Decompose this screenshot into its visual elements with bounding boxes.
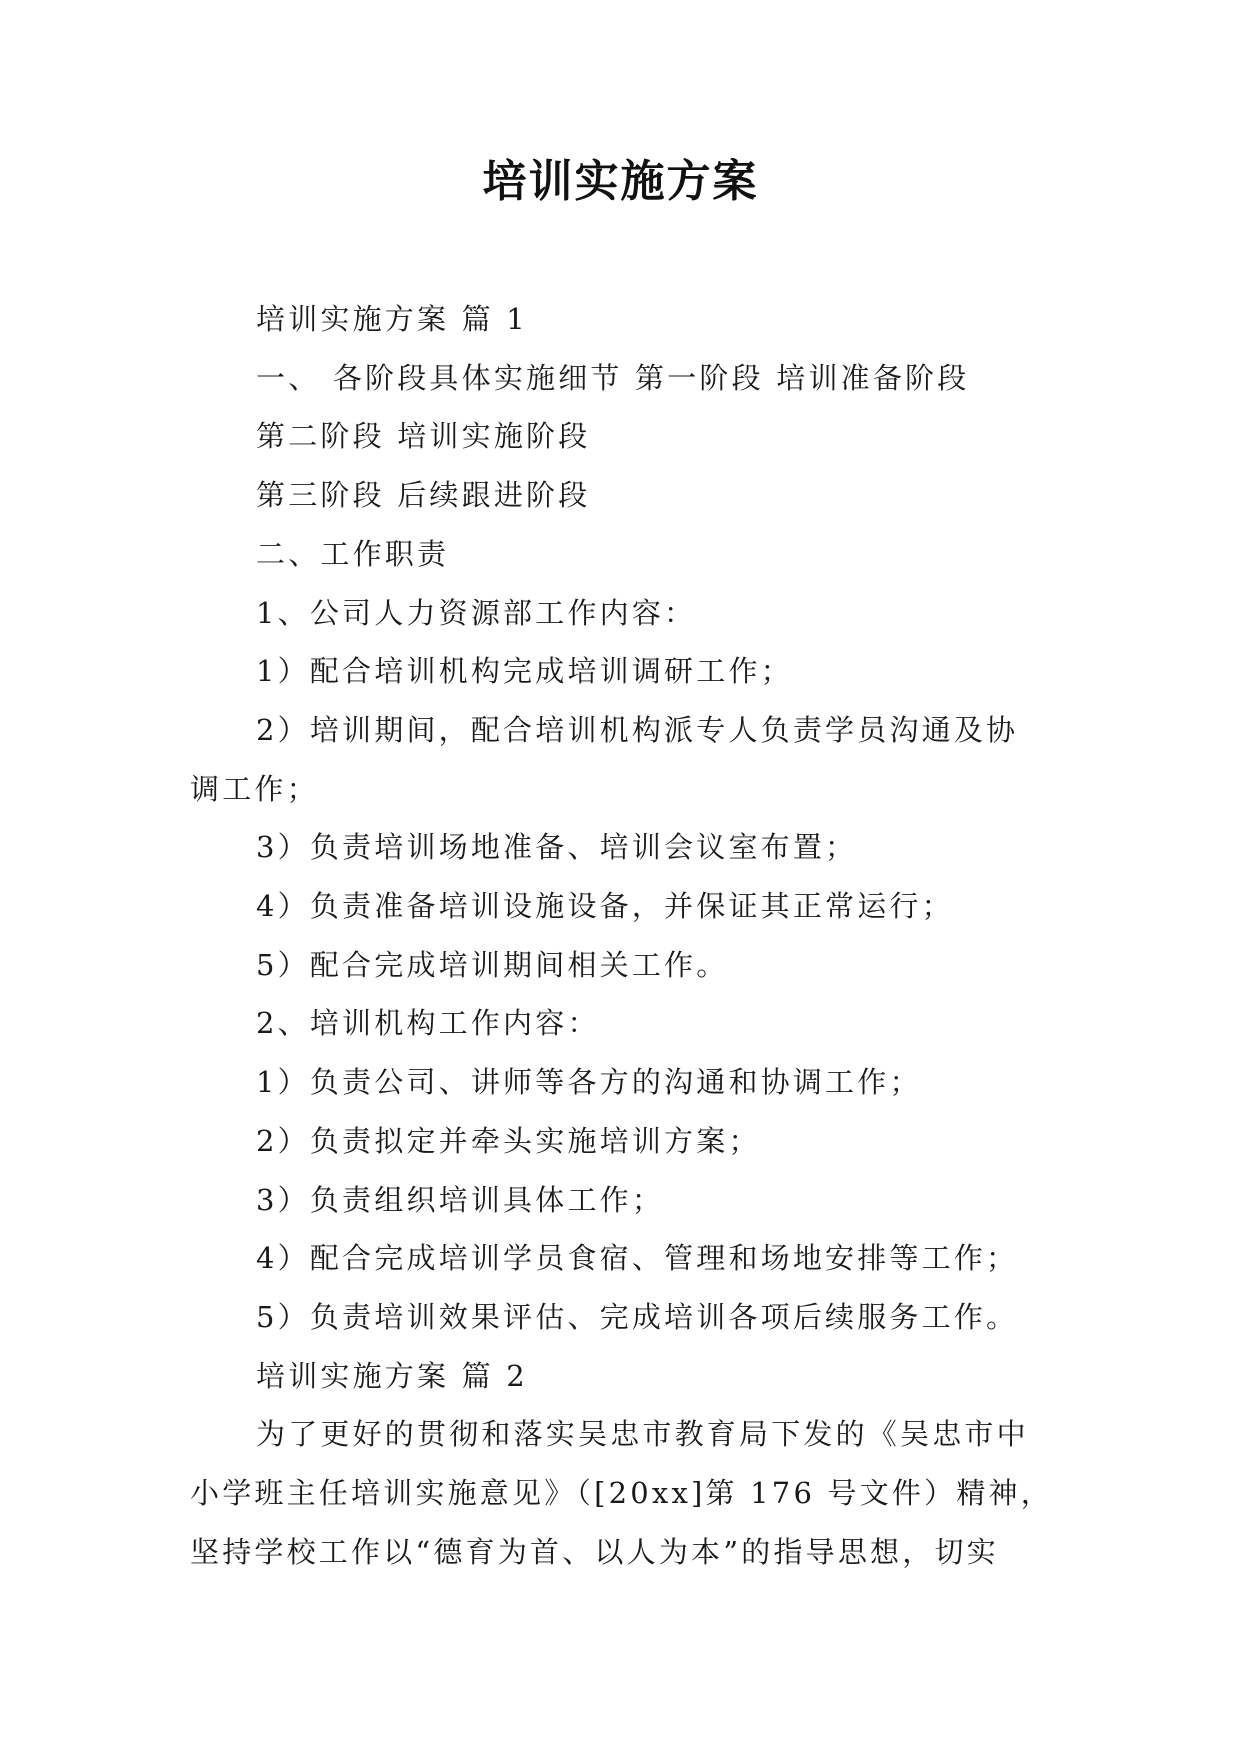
- list-item: 1）负责公司、讲师等各方的沟通和协调工作；: [256, 1065, 922, 1100]
- list-item: 1）配合培训机构完成培训调研工作；: [256, 654, 793, 689]
- paragraph-line: 坚持学校工作以“德育为首、以人为本”的指导思想，切实: [190, 1534, 999, 1569]
- document-title: 培训实施方案: [482, 156, 759, 207]
- paragraph-line: 二、工作职责: [256, 536, 450, 571]
- document-body: [190, 290, 1060, 1581]
- list-item: 4）负责准备培训设施设备，并保证其正常运行；: [256, 889, 954, 924]
- list-item: 2）负责拟定并牵头实施培训方案；: [256, 1123, 761, 1158]
- paragraph-line: 第三阶段 后续跟进阶段: [256, 478, 591, 513]
- paragraph-line: 2、培训机构工作内容：: [256, 1006, 600, 1041]
- list-item: 3）负责组织培训具体工作；: [256, 1182, 665, 1217]
- paragraph-line: 为了更好的贯彻和落实吴忠市教育局下发的《吴忠市中: [256, 1417, 1029, 1452]
- list-item: 5）配合完成培训期间相关工作。: [256, 947, 729, 982]
- paragraph-line: 小学班主任培训实施意见》（[20xx]第 176 号文件）精神，: [190, 1476, 1053, 1511]
- list-item-continuation: 调工作；: [190, 771, 319, 806]
- list-item: 2）培训期间，配合培训机构派专人负责学员沟通及协: [256, 712, 1019, 747]
- section-heading-part-1: 培训实施方案 篇 1: [256, 302, 528, 336]
- list-item: 3）负责培训场地准备、培训会议室布置；: [256, 830, 858, 865]
- list-item: 4）配合完成培训学员食宿、管理和场地安排等工作；: [256, 1241, 1019, 1276]
- paragraph-line: 一、 各阶段具体实施细节 第一阶段 培训准备阶段: [256, 360, 970, 395]
- list-item: 5）负责培训效果评估、完成培训各项后续服务工作。: [256, 1299, 1019, 1334]
- paragraph-line: 1、公司人力资源部工作内容：: [256, 595, 697, 630]
- paragraph-line: 第二阶段 培训实施阶段: [256, 419, 591, 454]
- section-heading-part-2: 培训实施方案 篇 2: [256, 1358, 528, 1393]
